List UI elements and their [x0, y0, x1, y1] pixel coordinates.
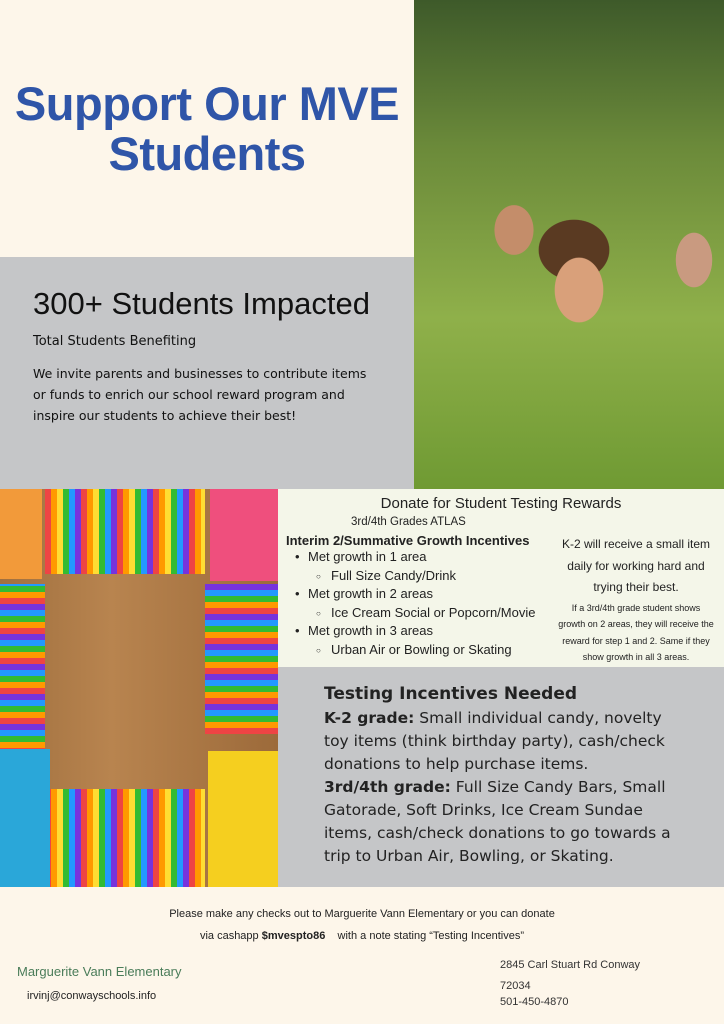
page-title: Support Our MVE Students	[14, 76, 400, 180]
rule-note: If a 3rd/4th grade student shows growth on 2 areas, they will receive the reward for step 1 and 2. Same if they show growth in all 3 areas.	[558, 602, 714, 662]
g34-text: Full Size Candy Bars, Small Gatorade, Soft Drinks, Ice Cream Sundae items, cash/check donations to go towards a trip to Urban Air, Bowling, or Skating.	[324, 778, 671, 865]
g34-label: 3rd/4th grade:	[324, 778, 451, 796]
k2-text: Small individual candy, novelty toy items (think birthday party), cash/check donations to help purchase items.	[324, 709, 665, 773]
k2-needs	[324, 707, 678, 776]
orange-notebook	[0, 489, 42, 579]
cashapp-line	[0, 925, 724, 947]
donation-instructions	[0, 903, 724, 947]
colored-pencils-image	[0, 489, 278, 887]
pink-notebook	[210, 489, 278, 581]
blue-notebook	[0, 749, 50, 887]
donate-heading: Donate for Student Testing Rewards	[380, 495, 622, 512]
cashapp-handle: $mvespto86	[261, 930, 326, 942]
donate-rewards-panel	[278, 489, 724, 667]
tier-reward: ○ Urban Air or Bowling or Skating	[286, 641, 716, 660]
impact-subhead: Total Students Benefiting	[33, 334, 197, 349]
tier-reward: ○ Ice Cream Social or Popcorn/Movie	[286, 604, 716, 623]
checks-line: Please make any checks out to Marguerite Vann Elementary or you can donate	[169, 908, 555, 920]
title-block	[0, 0, 414, 257]
k2-note: K-2 will receive a small item daily for working hard and trying their best.	[561, 537, 711, 594]
impact-headline: 300+ Students Impacted	[33, 286, 370, 321]
k2-label: K-2 grade:	[324, 709, 415, 727]
grades-label: 3rd/4th Grades ATLAS	[351, 516, 466, 528]
cashapp-post: with a note stating “Testing Incentives”	[337, 930, 525, 942]
school-name: Marguerite Vann Elementary	[17, 964, 182, 979]
address-line1: 2845 Carl Stuart Rd Conway	[500, 959, 641, 971]
impact-section	[0, 257, 414, 489]
yellow-notebook	[208, 751, 278, 887]
contact-email[interactable]: irvinj@conwayschools.info	[27, 990, 157, 1002]
address-block	[500, 957, 640, 1010]
g34-needs	[324, 776, 678, 868]
tier-goal: • Met growth in 1 area	[286, 548, 716, 567]
tier-goal: • Met growth in 3 areas	[286, 622, 716, 641]
needed-heading: Testing Incentives Needed	[324, 684, 578, 704]
tier-reward: ○ Full Size Candy/Drink	[286, 567, 716, 586]
children-photo	[414, 0, 724, 489]
tier-goal: • Met growth in 2 areas	[286, 585, 716, 604]
interim-heading: Interim 2/Summative Growth Incentives	[286, 533, 530, 548]
cashapp-pre: via cashapp	[199, 930, 262, 942]
impact-body: We invite parents and businesses to contribute items or funds to enrich our school reward program and inspire our students to achieve their best!	[33, 366, 367, 423]
k2-note-block	[558, 534, 714, 666]
incentives-needed-panel	[278, 667, 724, 887]
phone: 501-450-4870	[500, 996, 569, 1008]
address-zip: 72034	[500, 980, 531, 992]
